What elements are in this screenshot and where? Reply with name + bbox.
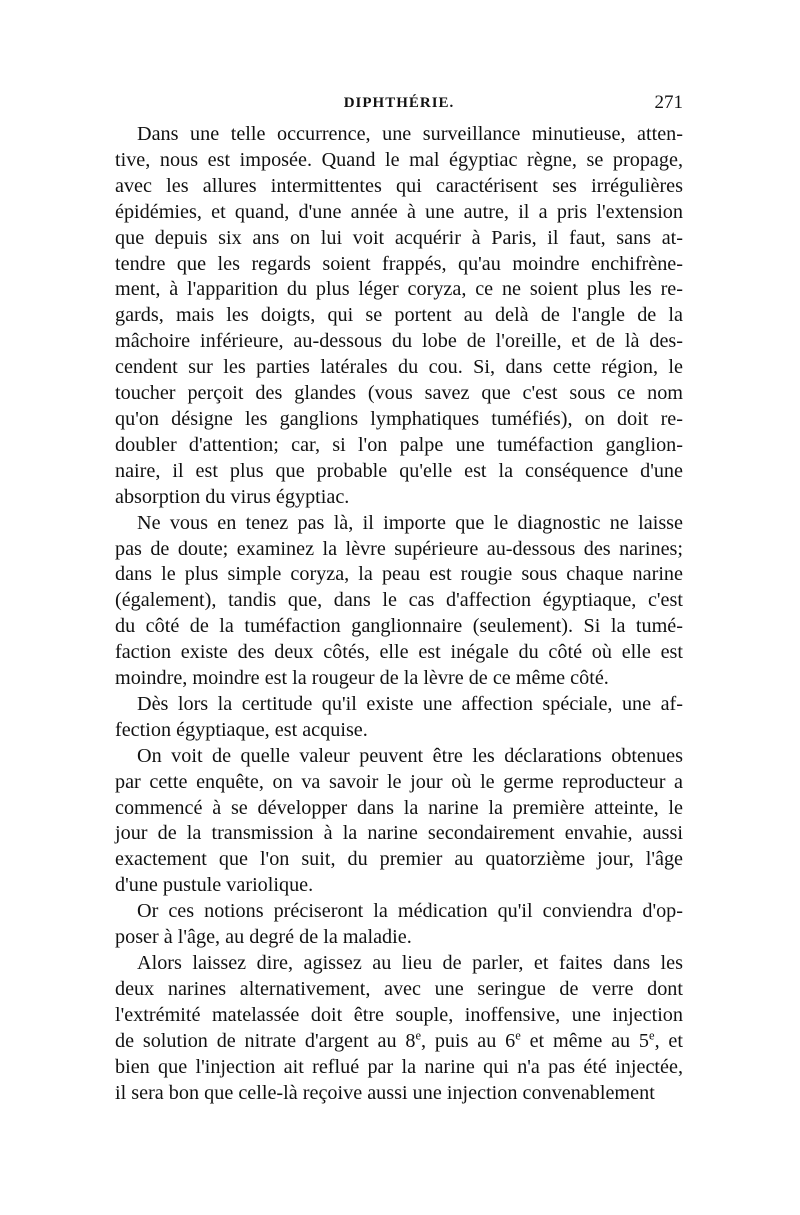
text-line: (également), tandis que, dans le cas d'affection égyptiaque, c'est bbox=[115, 589, 683, 612]
text-line: bien que l'injection ait reflué par la narine qui n'a pas été injectée, bbox=[115, 1055, 683, 1078]
text-line: moindre, moindre est la rougeur de la lèvre de ce même côté. bbox=[115, 667, 609, 690]
paragraph bbox=[115, 899, 683, 951]
text-line: ment, à l'apparition du plus léger coryza, ce ne soient plus les re- bbox=[115, 278, 683, 301]
text-line: mâchoire inférieure, au-dessous du lobe de l'oreille, et de là des- bbox=[115, 330, 683, 353]
text-line: Or ces notions préciseront la médication qu'il conviendra d'op- bbox=[137, 900, 683, 923]
paragraph bbox=[115, 744, 683, 899]
text-line: jour de la transmission à la narine secondairement envahie, aussi bbox=[115, 822, 683, 845]
text-line: de solution de nitrate d'argent au 8e, puis au 6e et même au 5e, et bbox=[115, 1027, 683, 1052]
text-line: par cette enquête, on va savoir le jour où le germe reproducteur a bbox=[115, 770, 683, 793]
text-line: On voit de quelle valeur peuvent être les déclarations obtenues bbox=[137, 744, 683, 767]
paragraph bbox=[115, 511, 683, 692]
text-line: Dans une telle occurrence, une surveillance minutieuse, atten- bbox=[137, 123, 683, 145]
text-line: épidémies, et quand, d'une année à une autre, il a pris l'extension bbox=[115, 200, 683, 223]
paragraph bbox=[115, 951, 683, 1106]
text-line: naire, il est plus que probable qu'elle est la conséquence d'une bbox=[115, 459, 683, 482]
text-line: Ne vous en tenez pas là, il importe que le diagnostic ne laisse bbox=[137, 511, 683, 534]
text-line: cendent sur les parties latérales du cou. Si, dans cette région, le bbox=[115, 356, 683, 379]
text-line: gards, mais les doigts, qui se portent au delà de l'angle de la bbox=[115, 304, 683, 327]
text-line: exactement que l'on suit, du premier au quatorzième jour, l'âge bbox=[115, 848, 683, 871]
text-line: toucher perçoit des glandes (vous savez que c'est sous ce nom bbox=[115, 382, 683, 405]
text-line: commencé à se développer dans la narine la première atteinte, le bbox=[115, 796, 683, 819]
text-line: tive, nous est imposée. Quand le mal égyptiac règne, se propage, bbox=[115, 148, 683, 171]
paragraph bbox=[115, 122, 683, 511]
text-line: poser à l'âge, au degré de la maladie. bbox=[115, 926, 412, 949]
book-page bbox=[115, 92, 683, 1106]
text-line: absorption du virus égyptiac. bbox=[115, 485, 350, 508]
text-line: du côté de la tuméfaction ganglionnaire (seulement). Si la tumé- bbox=[115, 615, 683, 638]
text-line: deux narines alternativement, avec une seringue de verre dont bbox=[115, 977, 683, 1000]
page-number: 271 bbox=[654, 92, 683, 113]
text-line: il sera bon que celle-là reçoive aussi une injection convenablement bbox=[115, 1081, 655, 1104]
text-line: pas de doute; examinez la lèvre supérieure au-dessous des narines; bbox=[115, 537, 683, 560]
body-text bbox=[115, 122, 683, 1106]
text-line: tendre que les regards soient frappés, qu'au moindre enchifrène- bbox=[115, 252, 683, 275]
text-line: qu'on désigne les ganglions lymphatiques tuméfiés), on doit re- bbox=[115, 407, 683, 430]
paragraph bbox=[115, 692, 683, 744]
text-line: faction existe des deux côtés, elle est inégale du côté où elle est bbox=[115, 641, 683, 664]
text-line: que depuis six ans on lui voit acquérir à Paris, il faut, sans at- bbox=[115, 226, 683, 249]
running-head bbox=[115, 92, 683, 122]
text-line: Alors laissez dire, agissez au lieu de parler, et faites dans les bbox=[137, 952, 683, 974]
text-line: fection égyptiaque, est acquise. bbox=[115, 718, 368, 741]
text-line: avec les allures intermittentes qui caractérisent ses irrégulières bbox=[115, 174, 683, 197]
text-line: doubler d'attention; car, si l'on palpe une tuméfaction ganglion- bbox=[115, 433, 683, 456]
text-line: d'une pustule variolique. bbox=[115, 874, 314, 897]
text-line: l'extrémité matelassée doit être souple, inoffensive, une injection bbox=[115, 1003, 683, 1026]
running-title: DIPHTHÉRIE. bbox=[343, 95, 455, 111]
text-line: dans le plus simple coryza, la peau est rougie sous chaque narine bbox=[115, 563, 683, 586]
text-line: Dès lors la certitude qu'il existe une affection spéciale, une af- bbox=[137, 692, 683, 715]
